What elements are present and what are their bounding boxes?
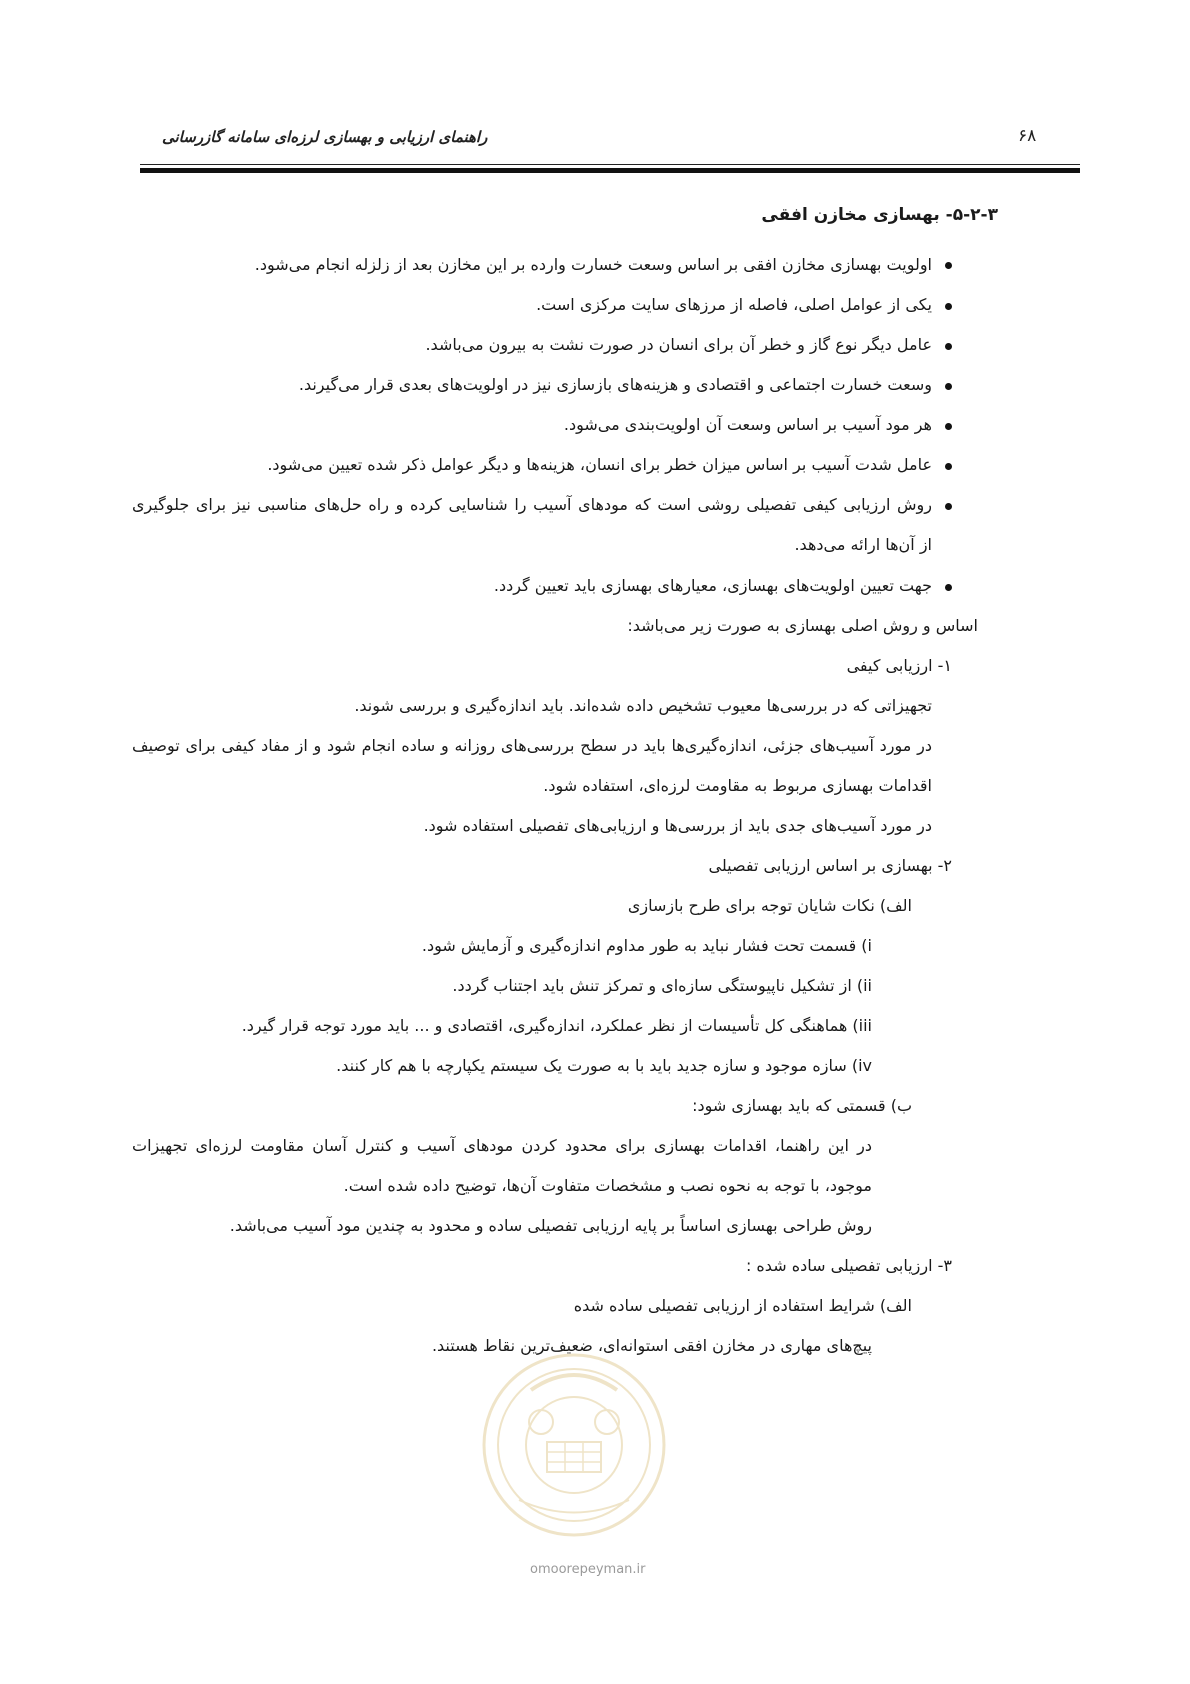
bullet-item: جهت تعیین اولویت‌های بهسازی، معیارهای بهسازی باید تعیین گردد.: [493, 576, 932, 595]
roman-item: iv) سازه موجود و سازه جدید باید با به صورت یک سیستم یکپارچه با هم کار کنند.: [336, 1056, 872, 1075]
bullet-item: هر مود آسیب بر اساس وسعت آن اولویت‌بندی می‌شود.: [563, 415, 932, 434]
item1-line: تجهیزاتی که در بررسی‌ها معیوب تشخیص داده شده‌اند. باید اندازه‌گیری و بررسی شوند.: [354, 696, 932, 715]
running-header-title: راهنمای ارزیابی و بهسازی لرزه‌ای سامانه گازرسانی: [162, 128, 488, 146]
bullet-icon: [945, 383, 952, 390]
item1-title: ۱- ارزیابی کیفی: [846, 656, 952, 675]
item2-title: ۲- بهسازی بر اساس ارزیابی تفصیلی: [708, 856, 952, 875]
section-heading: ۵-۲-۳- بهسازی مخازن افقی: [761, 205, 998, 225]
bullet-icon: [945, 262, 952, 269]
item1-line: در مورد آسیب‌های جدی باید از بررسی‌ها و ارزیابی‌های تفصیلی استفاده شود.: [423, 816, 932, 835]
item3-title: ۳- ارزیابی تفصیلی ساده شده :: [745, 1256, 952, 1275]
item2-b-line: در این راهنما، اقدامات بهسازی برای محدود کردن مودهای آسیب و کنترل آسان مقاومت لرزه‌ای تجهیزات: [132, 1136, 872, 1155]
header-rule-thin: [140, 164, 1080, 165]
item2-sub-a: الف) نکات شایان توجه برای طرح بازسازی: [627, 896, 912, 915]
item2-b-line: موجود، با توجه به نحوه نصب و مشخصات متفاوت آن‌ها، توضیح داده شده است.: [343, 1176, 872, 1195]
bullet-icon: [945, 463, 952, 470]
bullet-item: روش ارزیابی کیفی تفصیلی روشی است که مودهای آسیب را شناسایی کرده و راه حل‌های مناسبی نیز برای جلوگیری: [132, 495, 932, 514]
item1-line: اقدامات بهسازی مربوط به مقاومت لرزه‌ای، استفاده شود.: [543, 776, 932, 795]
roman-item: iii) هماهنگی کل تأسیسات از نظر عملکرد، اندازه‌گیری، اقتصادی و ... باید مورد توجه قرار گیرد.: [241, 1016, 872, 1035]
bullet-icon: [945, 584, 952, 591]
watermark-seal-logo: [479, 1350, 669, 1540]
roman-item: ii) از تشکیل ناپیوستگی سازه‌ای و تمرکز تنش باید اجتناب گردد.: [452, 976, 872, 995]
item2-b-line: روش طراحی بهسازی اساساً بر پایه ارزیابی تفصیلی ساده و محدود به چندین مود آسیب می‌باشد.: [229, 1216, 872, 1235]
item3-sub-a: الف) شرایط استفاده از ارزیابی تفصیلی ساده شده: [573, 1296, 912, 1315]
item1-line: در مورد آسیب‌های جزئی، اندازه‌گیری‌ها باید در سطح بررسی‌های روزانه و ساده انجام شود و از مفاد کیفی برای توصیف: [132, 736, 932, 755]
bullet-item-continuation: از آن‌ها ارائه می‌دهد.: [794, 535, 932, 554]
bullet-icon: [945, 343, 952, 350]
intro-paragraph: اساس و روش اصلی بهسازی به صورت زیر می‌باشد:: [627, 616, 978, 635]
bullet-item: وسعت خسارت اجتماعی و اقتصادی و هزینه‌های بازسازی نیز در اولویت‌های بعدی قرار می‌گیرند.: [298, 375, 932, 394]
bullet-item: عامل شدت آسیب بر اساس میزان خطر برای انسان، هزینه‌ها و دیگر عوامل ذکر شده تعیین می‌شود.: [267, 455, 932, 474]
item3-line: پیچ‌های مهاری در مخازن افقی استوانه‌ای، ضعیف‌ترین نقاط هستند.: [431, 1336, 872, 1355]
bullet-item: عامل دیگر نوع گاز و خطر آن برای انسان در صورت نشت به بیرون می‌باشد.: [425, 335, 932, 354]
watermark-site-text: omoorepeyman.ir: [530, 1562, 646, 1577]
bullet-icon: [945, 303, 952, 310]
item2-sub-b: ب) قسمتی که باید بهسازی شود:: [692, 1096, 912, 1115]
page-number: ۶۸: [1018, 126, 1037, 146]
header-rule-thick: [140, 168, 1080, 173]
bullet-item: یکی از عوامل اصلی، فاصله از مرزهای سایت مرکزی است.: [536, 295, 932, 314]
bullet-icon: [945, 423, 952, 430]
roman-item: i) قسمت تحت فشار نباید به طور مداوم اندازه‌گیری و آزمایش شود.: [421, 936, 872, 955]
bullet-icon: [945, 503, 952, 510]
bullet-item: اولویت بهسازی مخازن افقی بر اساس وسعت خسارت وارده بر این مخازن بعد از زلزله انجام می‌شود.: [254, 255, 932, 274]
